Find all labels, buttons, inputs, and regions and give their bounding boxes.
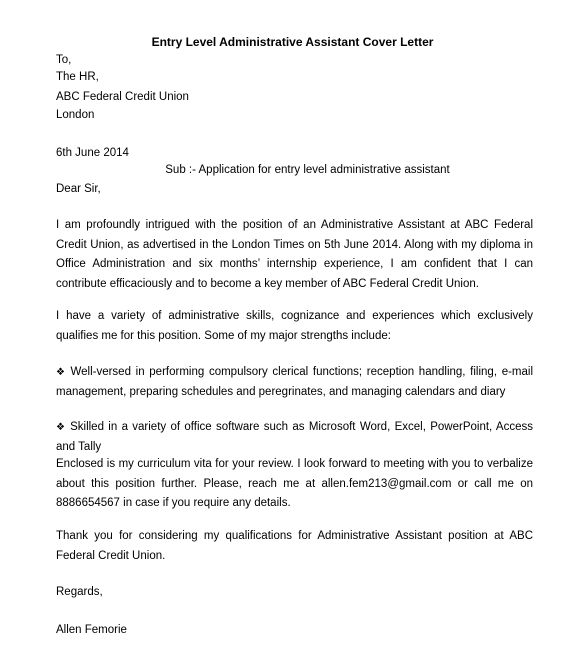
paragraph-enclosure: Enclosed is my curriculum vita for your review. I look forward to meeting with you to verbalize about this position further. Please, reach me at allen.fem213@gmail.com or call me on 8886654567 in case if you require any details. bbox=[56, 458, 533, 509]
paragraph-intro: I am profoundly intrigued with the position of an Administrative Assistant at ABC Federal Credit Union, as advertised in the London Times on 5th June 2014. Along with my diploma in Office Administration and six months’ internship experience, I am confident that I can contribute efficaciously and to become a key member of ABC Federal Credit Union. bbox=[56, 219, 533, 290]
bullet-item-software bbox=[56, 418, 533, 457]
recipient-line-2: ABC Federal Credit Union bbox=[56, 91, 189, 103]
document-title: Entry Level Administrative Assistant Cover Letter bbox=[151, 35, 434, 49]
paragraph-skills: I have a variety of administrative skills, cognizance and experiences which exclusively qualifies me for this position. Some of my major strengths include: bbox=[56, 310, 533, 342]
subject-line: Sub :- Application for entry level administrative assistant bbox=[165, 164, 450, 176]
closing: Regards, bbox=[56, 586, 103, 598]
bullet-item-clerical bbox=[56, 363, 533, 402]
diamond-bullet-icon: ❖ bbox=[56, 367, 67, 378]
paragraph-thanks: Thank you for considering my qualifications for Administrative Assistant position at ABC Federal Credit Union. bbox=[56, 530, 533, 562]
letter-date: 6th June 2014 bbox=[56, 147, 129, 159]
recipient-line-3: London bbox=[56, 109, 95, 121]
bullet-text-clerical: Well-versed in performing compulsory clerical functions; reception handling, filing, e-mail management, preparing schedules and peregrinates, and managing calendars and diary bbox=[56, 366, 534, 398]
recipient-line-1: The HR, bbox=[56, 71, 99, 83]
recipient-to: To, bbox=[56, 54, 72, 66]
signature: Allen Femorie bbox=[56, 624, 127, 636]
diamond-bullet-icon: ❖ bbox=[56, 422, 67, 433]
bullet-text-software: Skilled in a variety of office software such as Microsoft Word, Excel, PowerPoint, Access and Tally bbox=[56, 421, 533, 453]
salutation: Dear Sir, bbox=[56, 183, 101, 195]
